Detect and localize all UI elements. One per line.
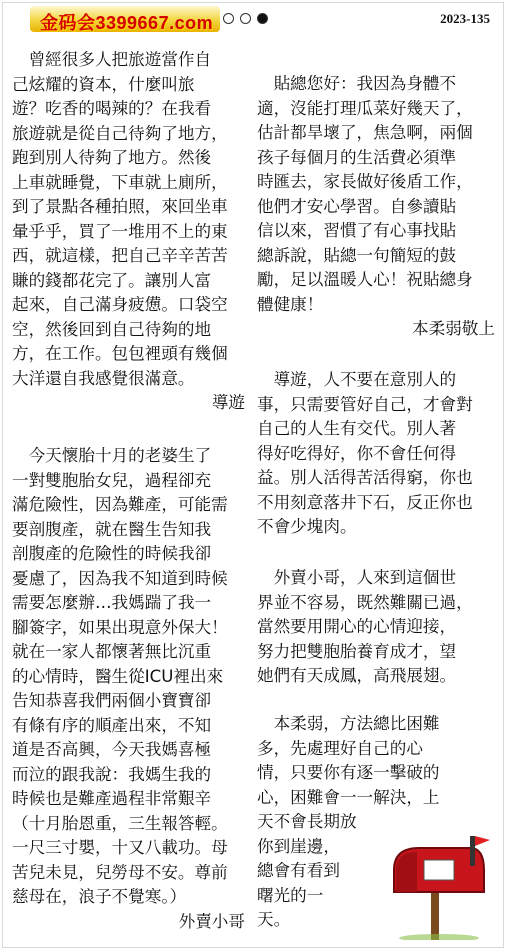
text-line: 腳簽字，如果出現意外保大！ (12, 617, 228, 637)
text-line: 遊？吃香的喝辣的？在我看 (12, 99, 212, 118)
text-line: 他們才安心學習。自參讀貼 (257, 196, 457, 216)
mailbox-illustration (384, 830, 494, 940)
letter-signature: 本柔弱敬上 (412, 319, 495, 338)
text-line: 她們有天成鳳，高飛展翅。 (257, 666, 457, 685)
text-line: 到了景點各種拍照，來回坐車 (12, 197, 228, 216)
text-line: 你到崖邊， (257, 836, 340, 856)
letter-delivery (12, 444, 245, 934)
text-line: 適，沒能打理瓜菜好幾天了， (257, 98, 473, 118)
text-line: 需要怎麼辦…我媽踹了我一 (12, 593, 212, 612)
issue-number: 2023-135 (440, 11, 490, 26)
letter-body (12, 48, 245, 391)
letter-thanks (257, 72, 495, 341)
text-line: 賺的錢都花完了。讓別人富 (12, 270, 212, 290)
text-line: 努力把雙胞胎養育成才，望 (257, 641, 457, 661)
text-line: 旅遊就是從自己待夠了地方， (12, 123, 228, 143)
letter-signature: 導遊 (211, 393, 245, 412)
text-line: 不用刻意落井下石，反正你也 (257, 492, 473, 512)
text-line: 跑到別人待夠了地方。然後 (12, 148, 212, 167)
text-line: 有條有序的順產出來，不知 (12, 715, 212, 735)
text-line: 剖腹產的危險性的時候我卻 (12, 544, 212, 563)
text-line: 多，先處理好自己的心 (257, 738, 423, 758)
text-line: 當然要用開心的心情迎接， (257, 617, 457, 636)
text-line: 總會有看到 (257, 861, 340, 880)
text-line: 不會少塊肉。 (257, 517, 357, 536)
page-dot-3-active (257, 13, 268, 24)
page-dot-2 (240, 13, 251, 24)
text-line: 估計都旱壞了，焦急啊，兩個 (257, 123, 473, 142)
text-line: 外賣小哥，人來到這個世 (273, 568, 457, 587)
text-line: 總訴說，貼總一句簡短的鼓 (257, 245, 457, 265)
header (0, 0, 508, 36)
logo-text: 金码会3399667.com (40, 13, 214, 33)
text-line: 孩子每個月的生活費必須準 (257, 147, 457, 167)
letter-signature: 外賣小哥 (178, 911, 245, 931)
text-line: （十月胎恩重，三生報答輕。 (12, 813, 228, 833)
text-line: 曾經很多人把旅遊當作自 (28, 50, 212, 69)
text-line: 天不會長期放 (257, 812, 357, 831)
text-line: 告知恭喜我們兩個小寶寶卻 (12, 691, 212, 710)
text-line: 西，就這樣，把自己辛辛苦苦 (12, 246, 228, 265)
text-line: 道是否高興，今天我媽喜極 (12, 740, 212, 759)
text-line: 得好吃得好，你不會任何得 (257, 443, 457, 463)
text-line: 起來，自己滿身疲憊。口袋空 (12, 295, 228, 314)
text-line: 今天懷胎十月的老婆生了 (28, 446, 212, 465)
text-line: 方，在工作。包包裡頭有幾個 (12, 344, 228, 363)
text-line: 上車就睡覺，下車就上廁所， (12, 172, 228, 192)
text-line: 滿危險性，因為難產，可能需 (12, 495, 228, 514)
text-line: 益。別人活得苦活得窮，你也 (257, 468, 473, 487)
reply-body (257, 566, 495, 689)
text-line: 事，只需要管好自己，才會對 (257, 394, 473, 414)
text-line: 空，然後回到自己待夠的地 (12, 319, 212, 339)
reply-body (257, 368, 495, 540)
text-line: 天。 (257, 910, 291, 929)
text-line: 憂慮了，因為我不知道到時候 (12, 568, 228, 588)
text-line: 貼總您好：我因為身體不 (273, 74, 457, 93)
page-dot-1 (223, 13, 234, 24)
text-line: 導遊，人不要在意別人的 (273, 370, 457, 389)
text-line: 心，困難會一一解決，上 (257, 787, 440, 807)
text-line: 勵，足以溫暖人心！祝貼總身 (257, 270, 473, 289)
text-line: 時匯去，家長做好後盾工作， (257, 172, 473, 191)
text-line: 要剖腹產，就在醫生告知我 (12, 519, 212, 539)
text-line: 的心情時，醫生從ICU裡出來 (12, 666, 224, 686)
text-line: 本柔弱，方法總比困難 (273, 714, 440, 733)
text-line: 情，只要你有逐一擊破的 (257, 763, 440, 782)
letter-body (12, 444, 245, 910)
text-line: 一尺三寸嬰，十又八載功。母 (12, 838, 228, 857)
reply-guide (257, 368, 495, 540)
text-line: 就在一家人都懷著無比沉重 (12, 642, 212, 661)
text-line: 苦兒未見，兒勞母不安。尊前 (12, 862, 228, 882)
text-line: 己炫耀的資本，什麼叫旅 (12, 74, 195, 94)
letter-body (257, 72, 495, 317)
reply-delivery (257, 566, 495, 689)
text-line: 而泣的跟我說：我媽生我的 (12, 764, 212, 784)
text-line: 慈母在，浪子不覺寒。） (12, 887, 187, 906)
text-line: 大洋還自我感覺很滿意。 (12, 368, 195, 388)
letter-guide (12, 48, 245, 415)
text-line: 曙光的一 (257, 885, 324, 905)
text-line: 自己的人生有交代。別人著 (257, 419, 457, 438)
text-line: 暈乎乎，買了一堆用不上的東 (12, 221, 228, 241)
text-line: 信以來，習慣了有心事找貼 (257, 221, 457, 240)
text-line: 時候也是難產過程非常艱辛 (12, 789, 212, 808)
text-line: 一對雙胞胎女兒，過程卻充 (12, 470, 212, 490)
text-line: 體健康！ (257, 294, 324, 314)
text-line: 界並不容易，既然難關已過， (257, 592, 473, 612)
